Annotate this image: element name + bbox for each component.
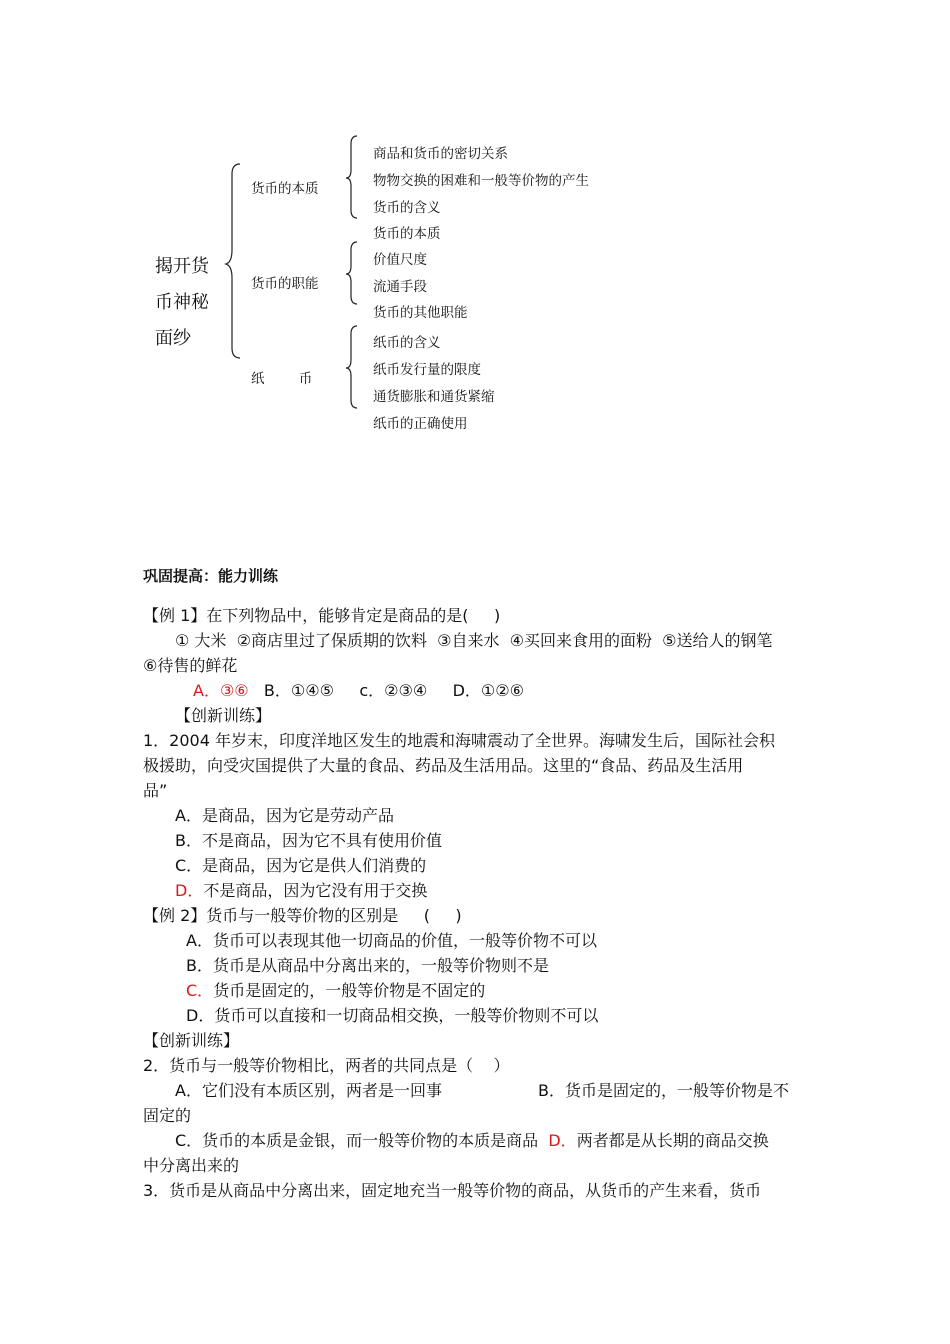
example1-items-cont: ⑥待售的鲜花 <box>143 656 238 675</box>
q3-stem: 3．货币是从商品中分离出来，固定地充当一般等价物的商品，从货币的产生来看，货币 <box>143 1181 762 1200</box>
q2-stem: 2．货币与一般等价物相比，两者的共同点是（ ） <box>143 1056 510 1075</box>
essence-item: 商品和货币的密切关系 <box>373 146 508 162</box>
q1-stem-line: 品” <box>143 781 168 800</box>
q2-answer-letter: D． <box>548 1131 577 1150</box>
innovation-label: 【创新训练】 <box>175 706 272 725</box>
branch-label-paper-money: 纸 币 <box>251 371 313 387</box>
q1-answer-text: 不是商品，因为它没有用于交换 <box>203 881 428 900</box>
function-item-clipped: 货币的其他职能 <box>373 305 468 321</box>
example2-option-a: A．货币可以表现其他一切商品的价值，一般等价物不可以 <box>186 931 597 950</box>
example1-other-options: B．①④⑤ c．②③④ D．①②⑥ <box>263 681 524 700</box>
branch-label-essence: 货币的本质 <box>251 181 319 197</box>
q1-option-d <box>175 878 427 901</box>
brace-functions <box>345 240 361 306</box>
section-title: 巩固提高：能力训练 <box>143 567 279 585</box>
example2-stem: 【例 2】货币与一般等价物的区别是 ( ) <box>143 906 462 925</box>
q1-option-a: A．是商品，因为它是劳动产品 <box>175 806 394 825</box>
example1-answer: A．③⑥ <box>193 681 249 700</box>
example2-option-b: B．货币是从商品中分离出来的，一般等价物则不是 <box>186 956 549 975</box>
paper-money-item: 通货膨胀和通货紧缩 <box>373 389 495 405</box>
function-item: 价值尺度 <box>373 252 427 268</box>
q2-option-c: C．货币的本质是金银，而一般等价物的本质是商品 <box>175 1131 539 1150</box>
essence-item: 物物交换的困难和一般等价物的产生 <box>373 173 589 189</box>
q1-answer-letter: D． <box>175 881 204 900</box>
outline-title-line-3: 面纱 <box>155 328 191 349</box>
example2-option-c <box>186 978 485 1001</box>
q2-option-a: A．它们没有本质区别，两者是一回事 <box>175 1081 442 1100</box>
paper-money-item: 纸币发行量的限度 <box>373 362 481 378</box>
innovation-label-2: 【创新训练】 <box>143 1031 240 1050</box>
brace-paper-money <box>345 324 361 410</box>
paper-money-item: 纸币的正确使用 <box>373 416 468 432</box>
example2-answer-text: 货币是固定的，一般等价物是不固定的 <box>213 981 486 1000</box>
q2-option-b-cont: 固定的 <box>143 1106 192 1125</box>
q2-option-c-d <box>175 1128 769 1151</box>
q1-option-b: B．不是商品，因为它不具有使用价值 <box>175 831 442 850</box>
outline-title-line-2: 币神秘 <box>155 292 209 313</box>
essence-item: 货币的含义 <box>373 200 441 216</box>
example1-options <box>193 678 524 701</box>
q1-stem-line: 极援助，向受灾国提供了大量的食品、药品及生活用品。这里的“食品、药品及生活用 <box>143 756 744 775</box>
main-brace <box>224 162 244 362</box>
outline-title-line-1: 揭开货 <box>155 256 209 277</box>
example1-stem: 【例 1】在下列物品中，能够肯定是商品的是( ) <box>143 606 501 625</box>
example1-items: ① 大米 ②商店里过了保质期的饮料 ③自来水 ④买回来食用的面粉 ⑤送给人的钢笔 <box>175 631 773 650</box>
example2-option-d: D．货币可以直接和一切商品相交换，一般等价物则不可以 <box>186 1006 599 1025</box>
essence-item-clipped: 货币的本质 <box>373 226 441 242</box>
q1-stem-line: 1．2004 年岁末，印度洋地区发生的地震和海啸震动了全世界。海啸发生后，国际社会积 <box>143 731 775 750</box>
q2-answer-cont: 中分离出来的 <box>143 1156 240 1175</box>
branch-label-functions: 货币的职能 <box>251 276 319 292</box>
brace-essence <box>345 134 361 220</box>
q2-option-b: B．货币是固定的，一般等价物是不 <box>538 1081 789 1100</box>
example2-answer-letter: C． <box>186 981 214 1000</box>
function-item: 流通手段 <box>373 279 427 295</box>
q2-answer-text: 两者都是从长期的商品交换 <box>576 1131 769 1150</box>
q1-option-c: C．是商品，因为它是供人们消费的 <box>175 856 427 875</box>
paper-money-item: 纸币的含义 <box>373 335 441 351</box>
